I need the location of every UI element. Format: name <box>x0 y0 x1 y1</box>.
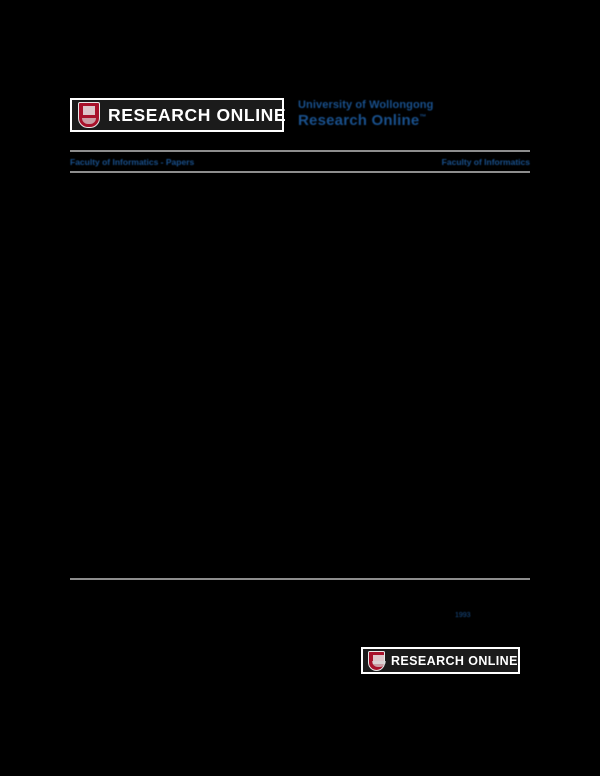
trademark-symbol: ™ <box>419 113 427 121</box>
institution-name: University of Wollongong <box>298 99 434 111</box>
footer-rule <box>70 578 530 580</box>
research-online-badge <box>70 98 287 132</box>
footer-note: 1993 <box>455 612 471 619</box>
series-left-label: Faculty of Informatics - Papers <box>70 157 195 167</box>
series-bar <box>70 155 530 169</box>
document-body-area <box>70 180 530 570</box>
research-online-badge-label: RESEARCH ONLINE <box>108 104 287 125</box>
uow-shield-icon <box>368 651 385 671</box>
masthead <box>70 98 530 138</box>
uow-shield-icon <box>78 102 100 128</box>
repository-name: Research Online <box>298 111 420 129</box>
header-rule-top <box>70 150 530 152</box>
header-rule-bottom <box>70 171 530 173</box>
footer-badge-label: RESEARCH ONLINE <box>391 653 518 668</box>
footer-research-online-badge <box>361 647 520 674</box>
series-right-label: Faculty of Informatics <box>441 157 530 167</box>
repository-name-row <box>298 113 528 129</box>
institution-wordmark <box>298 100 528 128</box>
